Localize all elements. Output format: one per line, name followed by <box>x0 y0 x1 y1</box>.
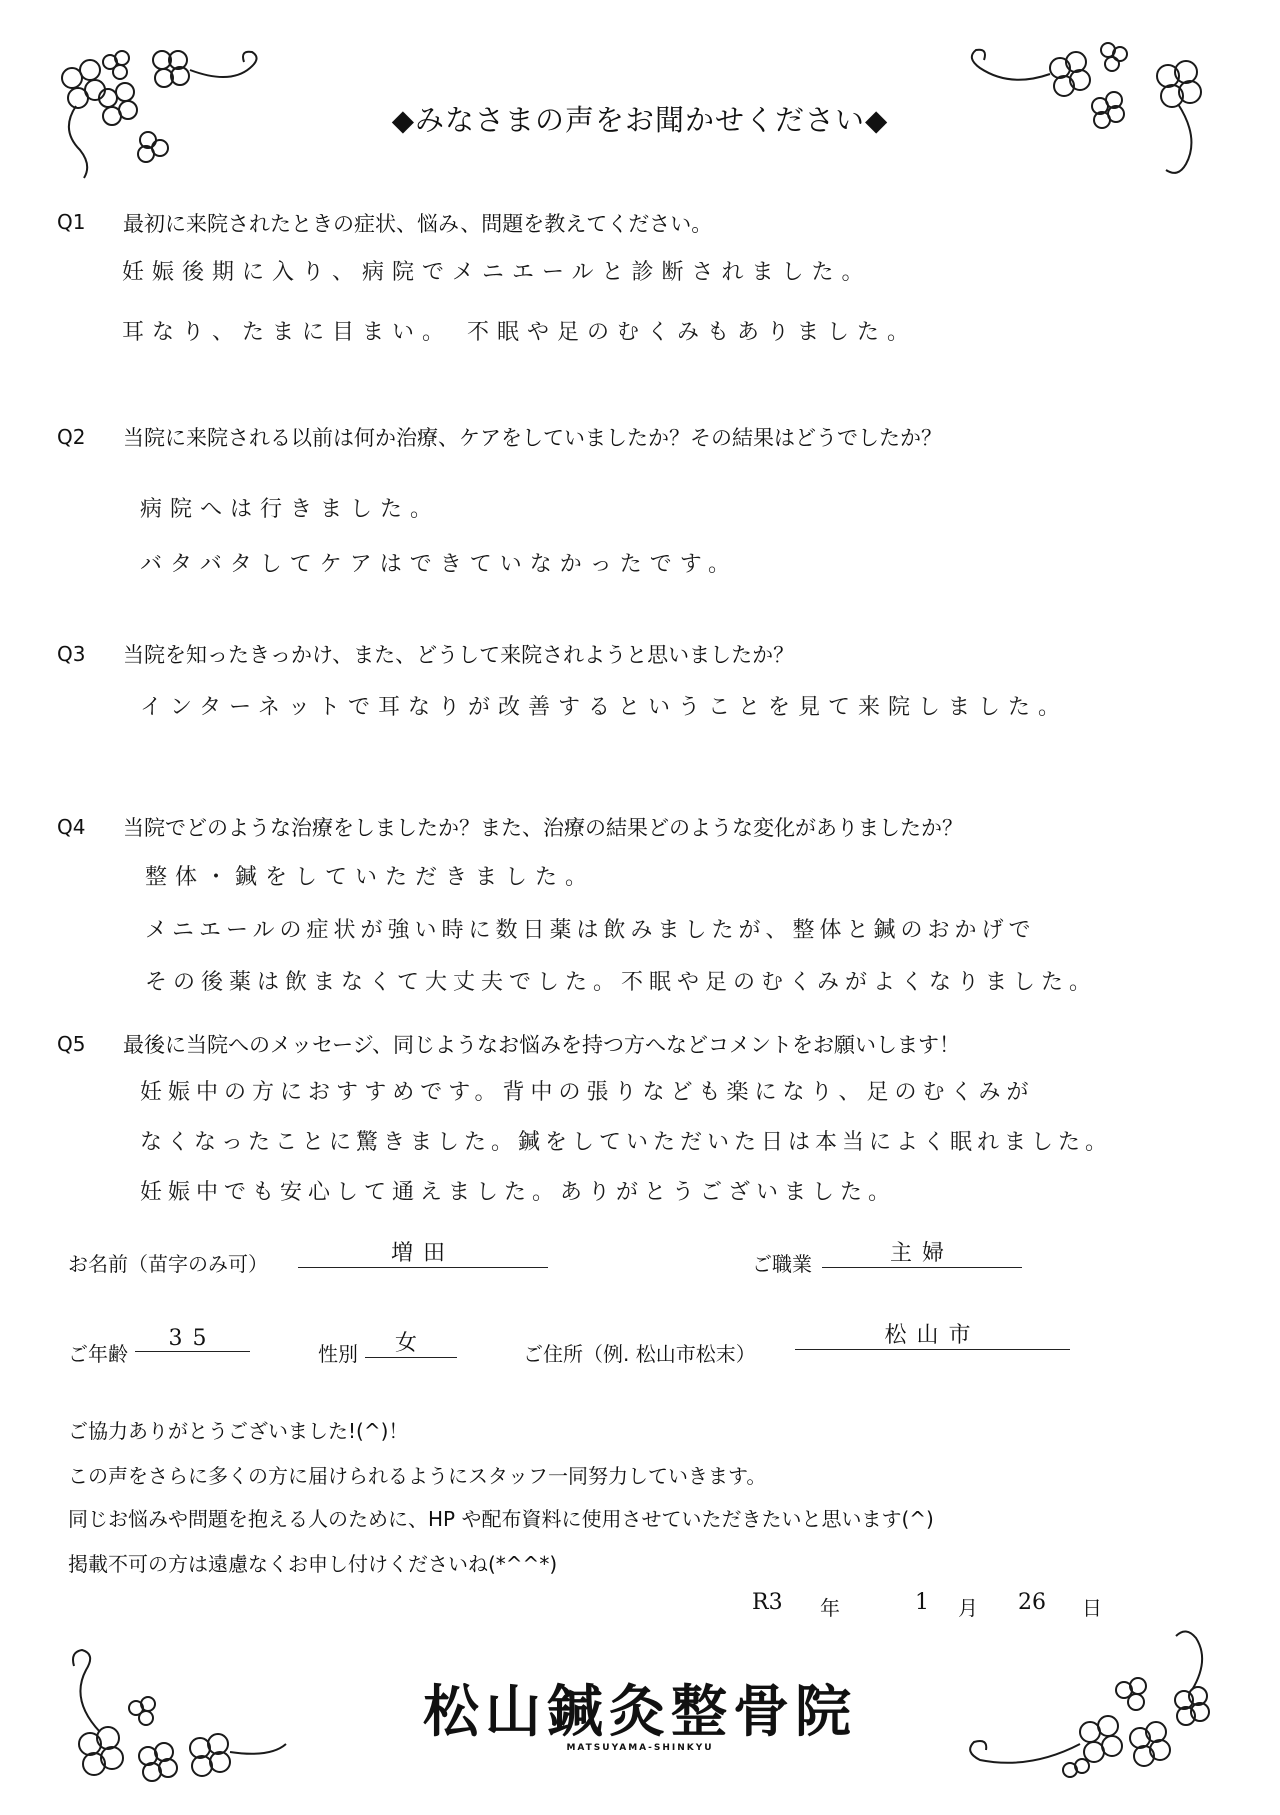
question-label-q4: Q4 <box>57 815 86 839</box>
name-field[interactable]: 増田 <box>298 1236 548 1268</box>
answer-q1-line2: 耳なり、たまに目まい。 不眠や足のむくみもありました。 <box>122 320 917 345</box>
answer-q5-line2: なくなったことに驚きました。鍼をしていただいた日は本当によく眠れました。 <box>140 1130 1113 1155</box>
clinic-logo-name: 松山鍼灸整骨院 <box>423 1679 857 1745</box>
clinic-logo-romaji: MATSUYAMA-SHINKYU <box>566 1743 714 1753</box>
date-year-label: 年 <box>820 1596 840 1620</box>
address-field[interactable]: 松山市 <box>795 1318 1070 1350</box>
question-text-q2: 当院に来院される以前は何か治療、ケアをしていましたか？その結果はどうでしたか？ <box>123 426 942 450</box>
answer-q3-line1: インターネットで耳なりが改善するということを見て来院しました。 <box>140 695 1069 720</box>
note-usage: 同じお悩みや問題を抱える人のために、HP や配布資料に使用させていただきたいと思います(^) <box>68 1507 934 1531</box>
gender-field[interactable]: 女 <box>365 1326 457 1358</box>
date-day: 26 <box>1018 1590 1046 1615</box>
note-refusal: 掲載不可の方は遠慮なくお申し付けくださいね(*^^*) <box>68 1552 558 1576</box>
question-text-q5: 最後に当院へのメッセージ、同じようなお悩みを持つ方へなどコメントをお願いします！ <box>123 1033 961 1057</box>
question-text-q4: 当院でどのような治療をしましたか？また、治療の結果どのような変化がありましたか？ <box>123 816 963 840</box>
answer-q4-line1: 整体・鍼をしていただきました。 <box>145 865 596 890</box>
question-text-q1: 最初に来院されたときの症状、悩み、問題を教えてください。 <box>123 212 713 236</box>
answer-q5-line1: 妊娠中の方におすすめです。背中の張りなども楽になり、足のむくみが <box>140 1080 1035 1105</box>
question-label-q1: Q1 <box>57 210 86 234</box>
job-field[interactable]: 主婦 <box>822 1236 1022 1268</box>
answer-q5-line3: 妊娠中でも安心して通えました。ありがとうございました。 <box>140 1180 897 1205</box>
page-title: ◆みなさまの声をお聞かせください◆ <box>391 103 889 137</box>
answer-q4-line2: メニエールの症状が強い時に数日薬は飲みましたが、整体と鍼のおかげで <box>145 918 1036 943</box>
question-label-q5: Q5 <box>57 1032 86 1056</box>
age-field[interactable]: 35 <box>135 1326 250 1352</box>
age-label: ご年齢 <box>68 1342 128 1366</box>
answer-q1-line1: 妊娠後期に入り、病院でメニエールと診断されました。 <box>122 260 872 285</box>
name-label: お名前（苗字のみ可） <box>68 1252 268 1276</box>
date-day-label: 日 <box>1082 1596 1102 1620</box>
note-thanks: ご協力ありがとうございました!(^)！ <box>68 1419 409 1443</box>
answer-q2-line2: バタバタしてケアはできていなかったです。 <box>140 552 739 577</box>
date-month-label: 月 <box>958 1596 978 1620</box>
address-label: ご住所（例. 松山市松末） <box>523 1342 756 1366</box>
note-effort: この声をさらに多くの方に届けられるようにスタッフ一同努力していきます。 <box>68 1464 767 1488</box>
question-label-q3: Q3 <box>57 642 86 666</box>
date-era-year: R3 <box>752 1590 783 1615</box>
question-text-q3: 当院を知ったきっかけ、また、どうして来院されようと思いましたか？ <box>123 643 795 667</box>
job-label: ご職業 <box>752 1252 812 1276</box>
gender-label: 性別 <box>318 1342 358 1366</box>
question-label-q2: Q2 <box>57 425 86 449</box>
date-month: 1 <box>915 1590 929 1615</box>
answer-q4-line3: その後薬は飲まなくて大丈夫でした。不眠や足のむくみがよくなりました。 <box>145 970 1098 995</box>
answer-q2-line1: 病院へは行きました。 <box>140 497 441 522</box>
